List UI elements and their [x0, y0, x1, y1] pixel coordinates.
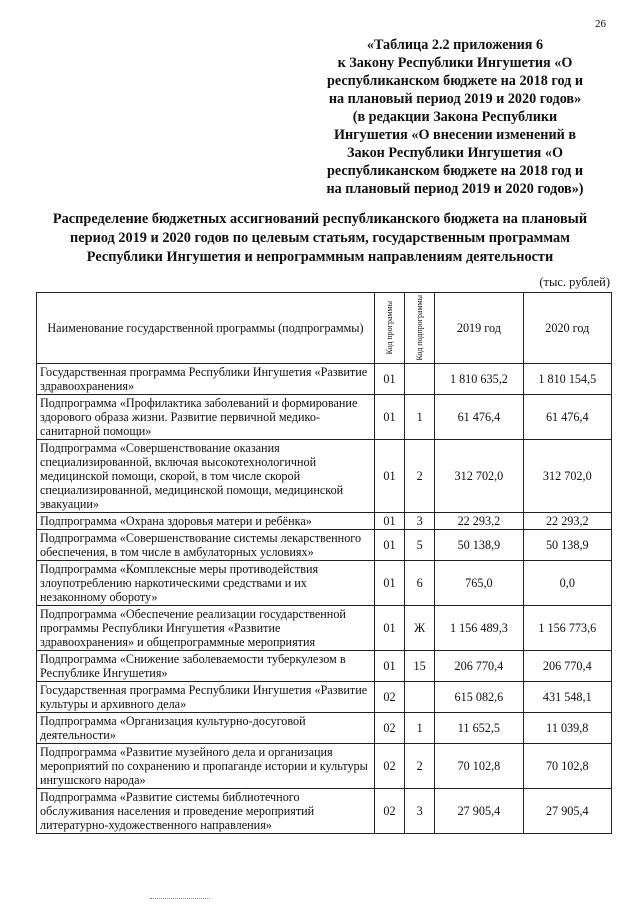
row-subprogram-code: 3: [405, 789, 435, 834]
header-program-code-label: Код программы: [384, 301, 394, 355]
header-2019: 2019 год: [435, 293, 523, 364]
unit-label: (тыс. рублей): [539, 275, 610, 289]
row-value-2020: 61 476,4: [523, 395, 611, 440]
row-program-code: 02: [374, 789, 404, 834]
header-name: Наименование государственной программы (подпрограммы): [37, 293, 375, 364]
row-value-2020: 11 039,8: [523, 713, 611, 744]
row-program-code: 01: [374, 395, 404, 440]
row-subprogram-code: 1: [405, 395, 435, 440]
header-line: «Таблица 2.2 приложения 6: [366, 37, 544, 53]
row-program-code: 01: [374, 561, 404, 606]
header-line: на плановый период 2019 и 2020 годов»): [326, 181, 584, 197]
row-value-2020: 206 770,4: [523, 651, 611, 682]
row-value-2020: 50 138,9: [523, 530, 611, 561]
row-program-code: 02: [374, 713, 404, 744]
footer-divider: [150, 898, 210, 899]
header-line: к Закону Республики Ингушетия «О: [337, 55, 573, 71]
row-program-code: 01: [374, 440, 404, 513]
row-program-code: 01: [374, 530, 404, 561]
table-row: [37, 364, 612, 395]
table-row: [37, 606, 612, 651]
row-name: Подпрограмма «Развитие музейного дела и организация мероприятий по сохранению и пропаганде истории и культуры ингушского народа»: [37, 744, 375, 789]
row-name: Государственная программа Республики Ингушетия «Развитие культуры и архивного дела»: [37, 682, 375, 713]
row-value-2020: 22 293,2: [523, 513, 611, 530]
row-value-2019: 765,0: [435, 561, 523, 606]
header-line: (в редакции Закона Республики: [352, 109, 558, 125]
header-subprogram-code: [405, 293, 435, 364]
header-line: республиканском бюджете на 2018 год и: [326, 163, 584, 179]
row-value-2020: 0,0: [523, 561, 611, 606]
table-row: [37, 651, 612, 682]
row-subprogram-code: [405, 364, 435, 395]
row-value-2019: 50 138,9: [435, 530, 523, 561]
row-subprogram-code: 2: [405, 744, 435, 789]
header-2020: 2020 год: [523, 293, 611, 364]
header-subprogram-code-label: Код подпрограммы: [415, 295, 425, 361]
row-value-2020: 431 548,1: [523, 682, 611, 713]
budget-table: [36, 292, 612, 834]
table-row: [37, 682, 612, 713]
row-name: Государственная программа Республики Ингушетия «Развитие здравоохранения»: [37, 364, 375, 395]
table-row: [37, 744, 612, 789]
row-name: Подпрограмма «Комплексные меры противодействия злоупотреблению наркотическими средствами и их незаконному обороту»: [37, 561, 375, 606]
row-value-2019: 1 156 489,3: [435, 606, 523, 651]
row-value-2019: 22 293,2: [435, 513, 523, 530]
row-name: Подпрограмма «Развитие системы библиотечного обслуживания населения и проведение мероприятий литературно-художественного направления»: [37, 789, 375, 834]
row-subprogram-code: 5: [405, 530, 435, 561]
row-value-2019: 27 905,4: [435, 789, 523, 834]
header-line: на плановый период 2019 и 2020 годов»: [328, 91, 582, 107]
row-value-2020: 27 905,4: [523, 789, 611, 834]
row-program-code: 02: [374, 682, 404, 713]
header-line: республиканском бюджете на 2018 год и: [326, 73, 584, 89]
row-name: Подпрограмма «Профилактика заболеваний и формирование здорового образа жизни. Развитие первичной медико-санитарной помощи»: [37, 395, 375, 440]
row-value-2020: 1 810 154,5: [523, 364, 611, 395]
row-value-2019: 1 810 635,2: [435, 364, 523, 395]
row-value-2019: 615 082,6: [435, 682, 523, 713]
title-line: Распределение бюджетных ассигнований республиканского бюджета на плановый: [52, 211, 588, 227]
table-row: [37, 789, 612, 834]
table-row: [37, 713, 612, 744]
title-line: период 2019 и 2020 годов по целевым статьям, государственным программам: [70, 230, 570, 246]
document-title: [20, 210, 620, 267]
table-row: [37, 561, 612, 606]
row-value-2020: 312 702,0: [523, 440, 611, 513]
page-number: 26: [595, 18, 606, 30]
table-row: [37, 440, 612, 513]
row-program-code: 02: [374, 744, 404, 789]
row-value-2019: 11 652,5: [435, 713, 523, 744]
header-program-code: [374, 293, 404, 364]
row-subprogram-code: Ж: [405, 606, 435, 651]
table-row: [37, 513, 612, 530]
row-value-2019: 312 702,0: [435, 440, 523, 513]
appendix-header: [290, 36, 620, 198]
row-program-code: 01: [374, 651, 404, 682]
row-name: Подпрограмма «Совершенствование системы лекарственного обеспечения, в том числе в амбулаторных условиях»: [37, 530, 375, 561]
row-name: Подпрограмма «Организация культурно-досуговой деятельности»: [37, 713, 375, 744]
row-subprogram-code: 6: [405, 561, 435, 606]
row-name: Подпрограмма «Обеспечение реализации государственной программы Республики Ингушетия «Развитие здравоохранения» и общепрограммные мероприятия: [37, 606, 375, 651]
row-name: Подпрограмма «Охрана здоровья матери и ребёнка»: [37, 513, 375, 530]
table-row: [37, 395, 612, 440]
row-program-code: 01: [374, 364, 404, 395]
row-value-2020: 70 102,8: [523, 744, 611, 789]
row-name: Подпрограмма «Совершенствование оказания специализированной, включая высокотехнологичной медицинской помощи, скорой, в том числе скорой специализированной, медицинской помощи, медицинской эвакуации»: [37, 440, 375, 513]
header-line: Закон Республики Ингушетия «О: [347, 145, 563, 161]
row-value-2019: 206 770,4: [435, 651, 523, 682]
table-header-row: [37, 293, 612, 364]
row-value-2019: 70 102,8: [435, 744, 523, 789]
title-line: Республики Ингушетия и непрограммным направлениям деятельности: [86, 249, 554, 265]
row-name: Подпрограмма «Снижение заболеваемости туберкулезом в Республике Ингушетия»: [37, 651, 375, 682]
header-line: Ингушетия «О внесении изменений в: [333, 127, 577, 143]
row-subprogram-code: [405, 682, 435, 713]
row-program-code: 01: [374, 606, 404, 651]
row-subprogram-code: 15: [405, 651, 435, 682]
table-row: [37, 530, 612, 561]
row-subprogram-code: 2: [405, 440, 435, 513]
row-subprogram-code: 3: [405, 513, 435, 530]
row-value-2020: 1 156 773,6: [523, 606, 611, 651]
row-subprogram-code: 1: [405, 713, 435, 744]
row-value-2019: 61 476,4: [435, 395, 523, 440]
row-program-code: 01: [374, 513, 404, 530]
